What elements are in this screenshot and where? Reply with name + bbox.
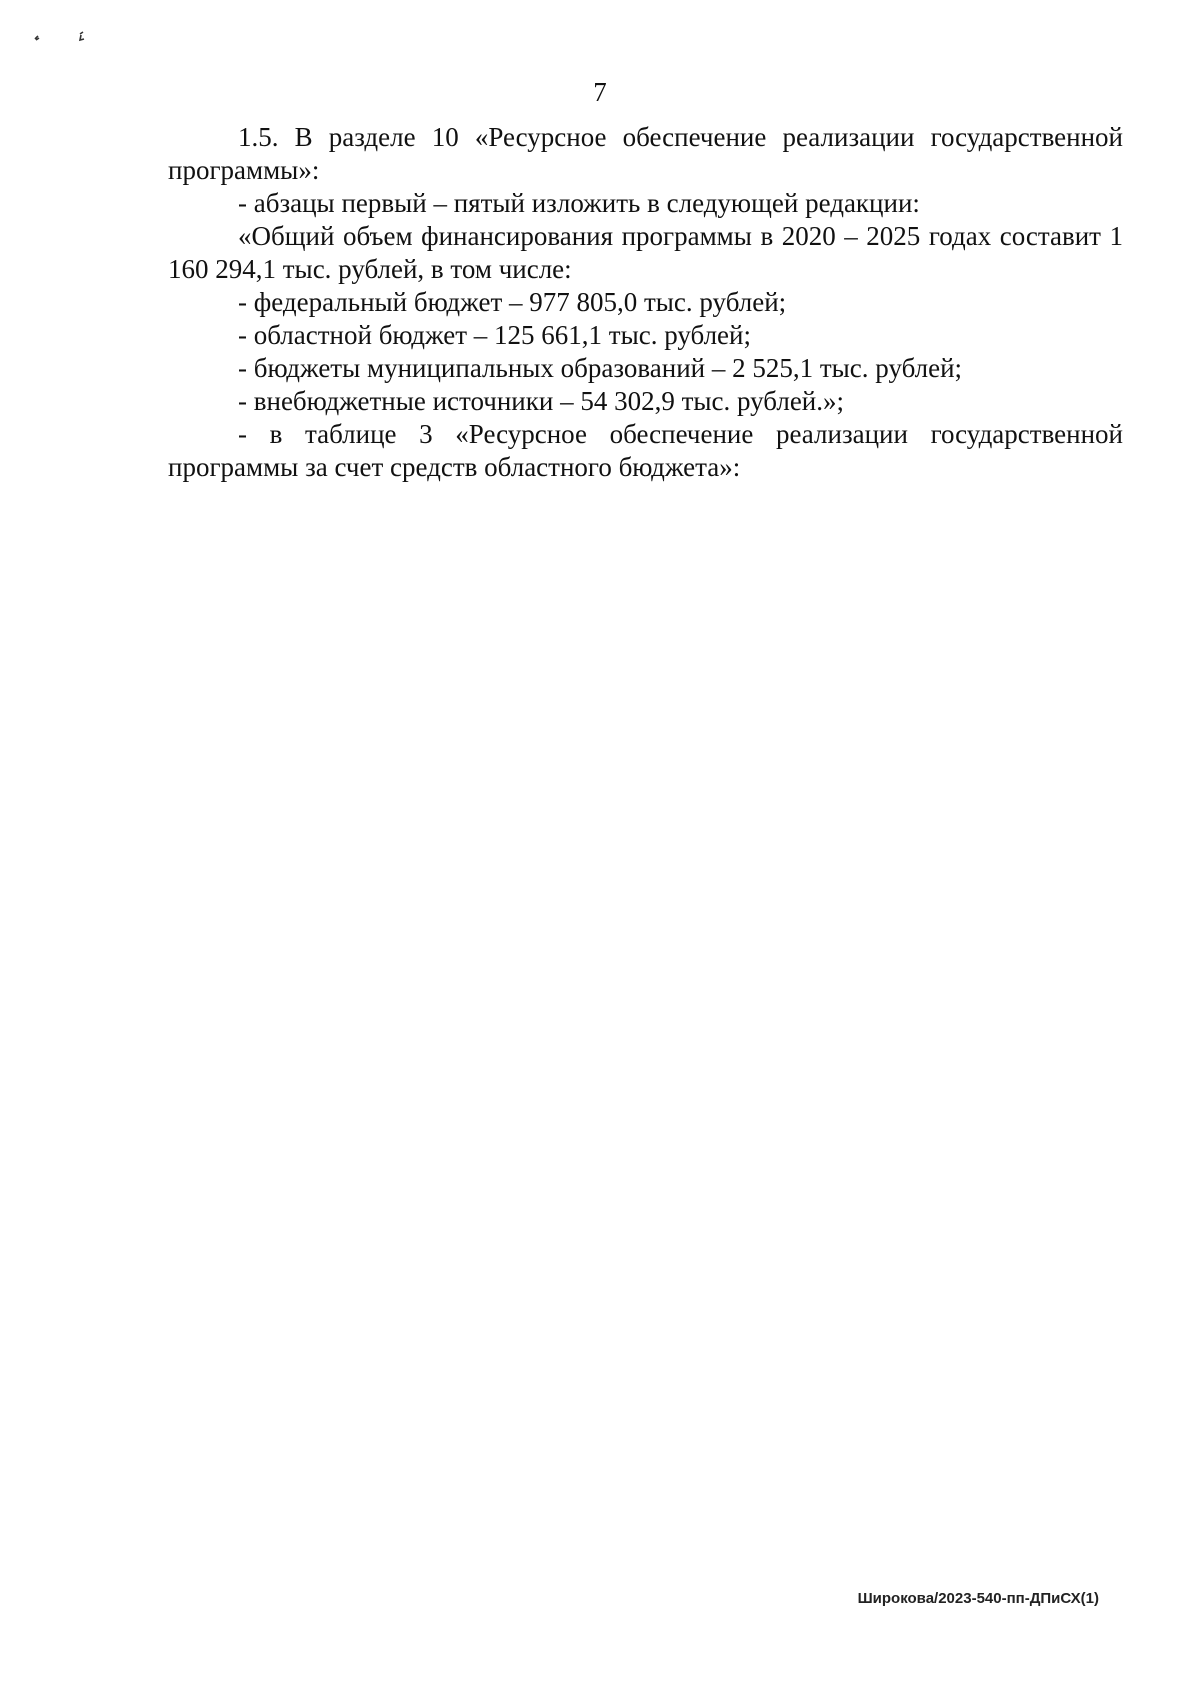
paragraph-section-10-heading: 1.5. В разделе 10 «Ресурсное обеспечение реализации государственной программы»: xyxy=(168,122,1123,185)
scan-artifact-marks xyxy=(30,28,110,48)
paragraph-extrabudgetary-sources: - внебюджетные источники – 54 302,9 тыс. рублей.»; xyxy=(238,386,845,416)
document-body xyxy=(168,121,1123,484)
paragraph-total-funding: «Общий объем финансирования программы в 2020 – 2025 годах составит 1 160 294,1 тыс. рублей, в том числе: xyxy=(168,221,1123,284)
document-code: Широкова/2023-540-пп-ДПиСХ(1) xyxy=(857,1590,1099,1607)
paragraph-table-3-reference: - в таблице 3 «Ресурсное обеспечение реализации государственной программы за счет средств областного бюджета»: xyxy=(168,419,1123,482)
paragraph-edit-instruction: - абзацы первый – пятый изложить в следующей редакции: xyxy=(238,188,920,218)
paragraph-federal-budget: - федеральный бюджет – 977 805,0 тыс. рублей; xyxy=(238,287,787,317)
paragraph-municipal-budgets: - бюджеты муниципальных образований – 2 525,1 тыс. рублей; xyxy=(238,353,963,383)
paragraph-regional-budget: - областной бюджет – 125 661,1 тыс. рублей; xyxy=(238,320,751,350)
page-number: 7 xyxy=(593,77,607,107)
